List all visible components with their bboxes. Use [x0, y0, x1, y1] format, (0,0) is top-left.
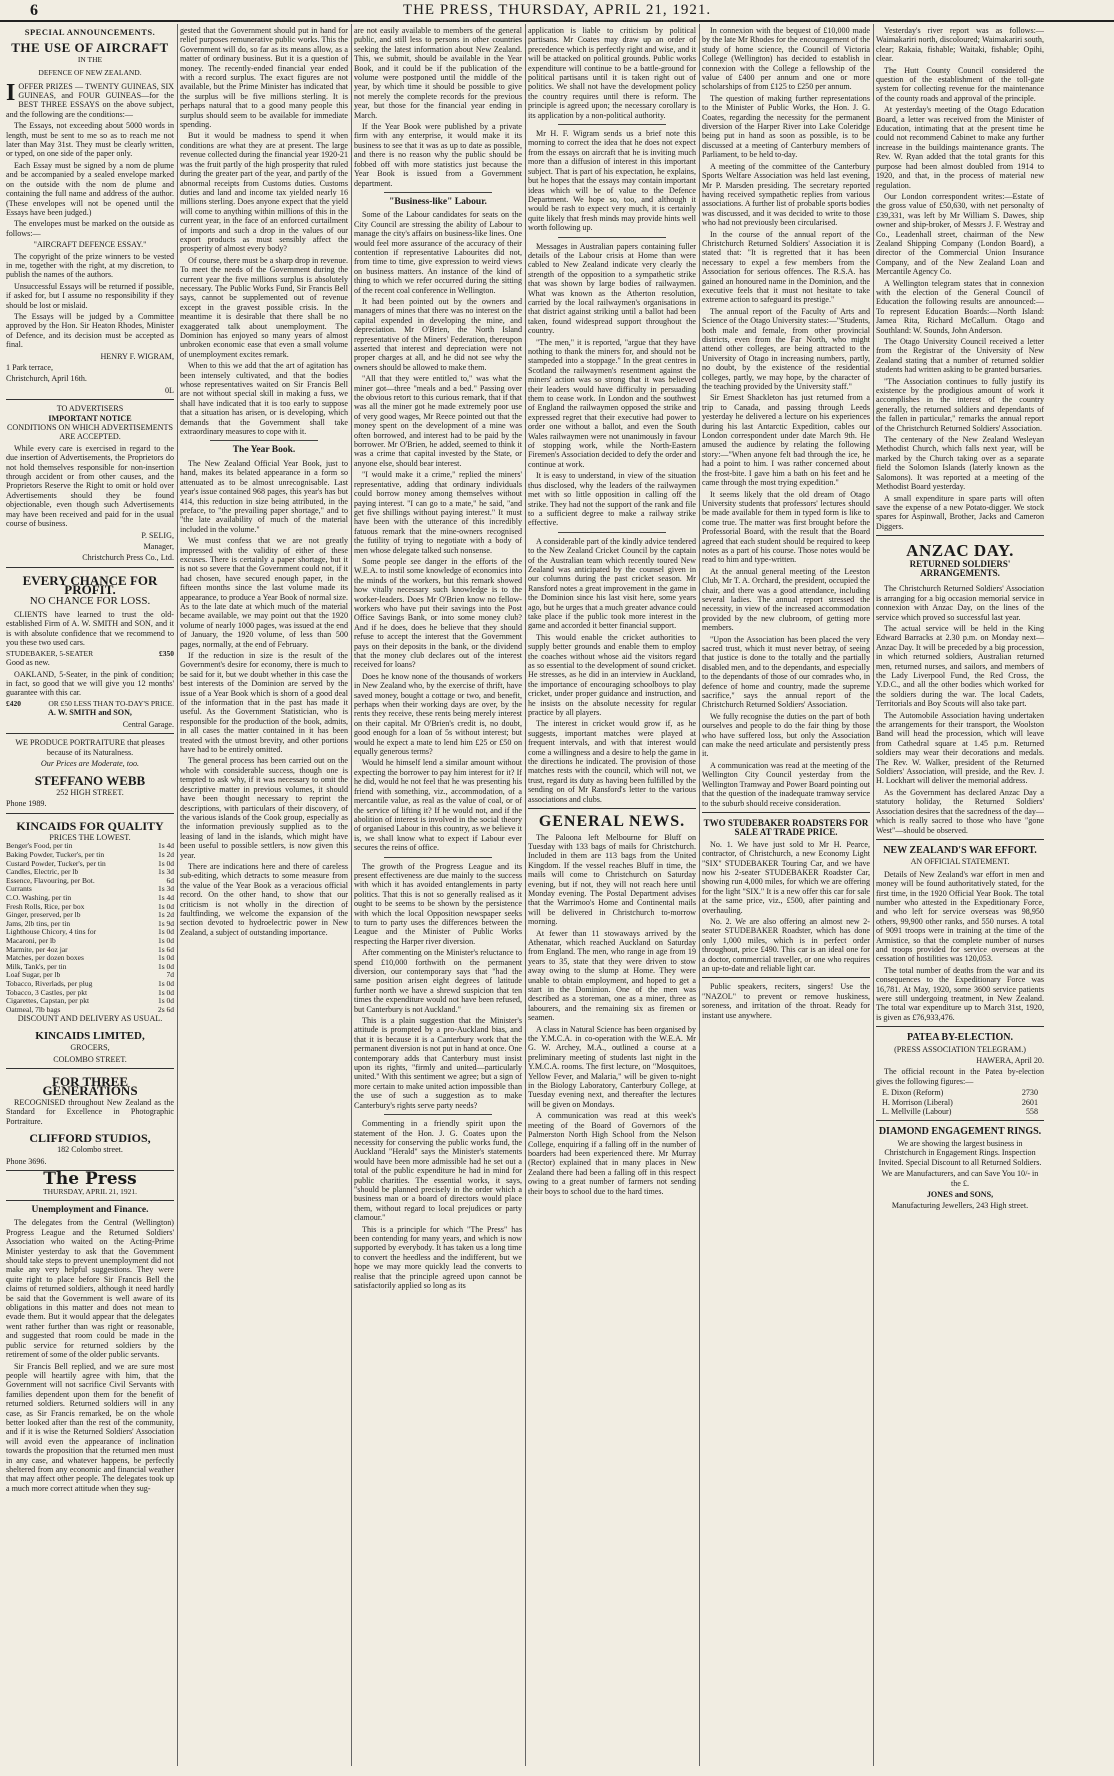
article-paragraph: The growth of the Progress League and its present effectiveness are due mainly to the success with which it has avoided entanglements in party politics. That this is not so generally realised as it ought to be seems to be shown by the persistence with which the local Opposition newspaper seeks to turn to party uses the differences between the League and the Minister of Public Works respecting the Harper river diversion.: [354, 861, 522, 946]
news-item: A meeting of the committee of the Canterbury Sports Welfare Association was held last evening, Mr P. Marsden presiding. The secretary reported having received sympathetic replies from various associations. A further list of probable sports bodies was discussed, and it was decided to write to those who had not previously been circularised.: [702, 161, 870, 228]
article-paragraph: "All that they were entitled to," was what the miner got—three "meals and a bed." Passing over the obvious retort to this curious remark, that if that was all the miner got he made extremely poor use of very good wages, Mr Reece pointed out that the money spent on the development of a mine was often borrowed, and interest had to be paid by the borrower. Mr O'Brien, he added, seemed to think it was a crime that capital invested by the State, or anyone else, should bear interest.: [354, 374, 522, 468]
price-item-name: C.O. Washing, per tin: [6, 893, 72, 902]
article-paragraph: It had been pointed out by the owners and managers of mines that there was no interest on the capital expended in developing the mine, and depreciation. Mr O'Brien, the North Island representative of the Miners' Federation, thereupon asserted that interest and depreciation were not proper charges at all, and he did not see why the owners should be allowed to make them.: [354, 296, 522, 372]
nazol-ad-text: Public speakers, reciters, singers! Use the "NAZOL" to prevent or remove huskiness, soreness, and irritation of the throat. Ready for instant use anywhere.: [702, 982, 870, 1020]
advertisers-signature: P. SELIG,: [141, 530, 174, 540]
aircraft-title: THE USE OF AIRCRAFT: [11, 40, 169, 56]
price-item-name: Oatmeal, 7lb bags: [6, 1004, 61, 1014]
news-item: The question of making further representations to the Minister of Public Works, the Hon. J. G. Coates, regarding the necessity for the permanent diversion of the Harper River into Lake Coleridge being put in hand as soon as possible, is to be discussed at a meeting of Canterbury members of Parliament, to be held to-day.: [702, 93, 870, 160]
patea-dateline: HAWERA, April 20.: [976, 1056, 1044, 1066]
article-paragraph: Messages in Australian papers containing fuller details of the Labour crisis at Home than were cabled to New Zealand indicate very clearly the strength of the opposition to a sympathetic strike that was shown by large bodies of railwaymen. What was known as the Atherton resolution, carried by the local railwaymen's organisations in that district against striking until a ballot had been taken, found widespread support throughout the country.: [528, 241, 696, 336]
article-paragraph: application is liable to criticism by political partisans. Mr Coates may draw up an order of precedence which is perfectly right and wise, and it will be attacked on political grounds. Public works expenditure will continue to be a battle-ground for political partisans until it is taken right out of politics. We shall not have the development policy the country requires until there is reform. The principle is agreed upon; the necessary corollary is its application by a non-political authority.: [528, 26, 696, 120]
article-paragraph: The actual service will be held in the King Edward Barracks at 2.30 p.m. on Monday next—Anzac Day. It will be preceded by a big procession, in which returned soldiers, Australian returned men, returned nurses, and sailors, and members of the Lady Liverpool Fund, the Red Cross, the Y.D.C., and all the other bodies which worked for the soldiers during the war. The local Cadets, Territorials and Boy Scouts will also take part.: [876, 623, 1044, 709]
price-item-price: 1s 9d: [157, 918, 174, 928]
candidate-name: L. Mellville (Labour): [882, 1107, 952, 1117]
poll-result-row: [876, 1098, 1044, 1107]
divider: [876, 1120, 1044, 1121]
news-item: Our London correspondent writes:—Estate of the gross value of £50,630, with net personalty of £39,331, was left by Mr William S. Dawes, ship owner and ship-broker, of Messrs J. F. Westray and Co., Leadenhall street, chairman of the New Zealand Shipping Company (London Board), a director of the Commercial Union Insurance Company, and of the New Zealand Loan and Mercantile Agency Co.: [876, 191, 1044, 277]
article-paragraph: The Automobile Association having undertaken the arrangements for their transport, the Woolston Band will head the procession, which will leave from Cathedral square at 1.45 p.m. Returned soldiers may wear their decorations and medals. The Rev. W. Walker, president of the Returned Soldiers' Association, will preside, and the Rev. J. H. Lockhart will deliver the memorial address.: [876, 710, 1044, 786]
chance-ad-text: CLIENTS have learned to trust the old-established Firm of A. W. SMITH and SON, and it is with absolute confidence that we recommend to you these two used cars.: [6, 609, 174, 648]
patea-telegram-label: (PRESS ASSOCIATION TELEGRAM.): [894, 1044, 1026, 1054]
divider: [384, 192, 492, 193]
car-note: Good as new.: [6, 658, 50, 668]
article-paragraph: After commenting on the Minister's reluctance to spend £10,000 forthwith on the permanent diversion, our contemporary says that "had the same position arisen eight degrees of latitude further north we have a shrewd suspicion that ten times the expenditure would not have been refused, but Canterbury is not Auckland.": [354, 948, 522, 1014]
price-item-name: Jams, 2lb tins, per tin: [6, 918, 71, 928]
war-effort-heading: NEW ZEALAND'S WAR EFFORT.: [883, 844, 1037, 856]
price-item-name: Currants: [6, 884, 32, 894]
article-heading: "Business-like" Labour.: [389, 196, 487, 207]
aircraft-conditions: The Essays, not exceeding about 5000 words in length, must be sent to me so as to reach me not later than May 31st. They must be clearly written, or typed, on one side of the paper only.: [6, 121, 174, 159]
studebaker-ad-heading: TWO STUDEBAKER ROADSTERS FOR SALE AT TRADE PRICE.: [703, 817, 869, 838]
price-item-name: Milk, Tank's, per tin: [6, 961, 67, 971]
price-item-name: Custard Powder, Tucker's, per tin: [6, 858, 106, 868]
diamond-text: We are Manufacturers, and can Save You 10/- in the £.: [881, 1169, 1039, 1188]
divider: [6, 1068, 174, 1069]
price-item-price: 1s 4d: [157, 893, 174, 902]
news-item: In the course of the annual report of the Christchurch Returned Soldiers' Association it is stated that: "It is regretted that it has been necessary to expel a few members from the Association for serious offences. The R.S.A. has gained an honoured name in the Dominion, and the executive feels that it must not hesitate to take extreme action to safeguard its prestige.": [702, 229, 870, 305]
diamond-text: We are showing the largest business in Christchurch in Engagement Rings. Inspection Invited. Special Discount to all Returned Soldiers.: [878, 1138, 1042, 1167]
article-paragraph: The total number of deaths from the war and its consequences to the Expeditionary Force was 16,781. At May, 1920, some 3600 service patients were still undergoing treatment, in New Zealand. The total war expenditure up to March 31st, 1920, is given as £76,933,476.: [876, 965, 1044, 1022]
divider: [6, 733, 174, 734]
divider: [558, 124, 666, 125]
price-item-name: Cigarettes, Capstan, per pkt: [6, 996, 90, 1006]
news-item: The Otago University Council received a letter from the Registrar of the University of New Zealand stating that a number of returned soldier students had written asking to be granted bursaries.: [876, 337, 1044, 375]
studebaker-ad-text: No. 1. We have just sold to Mr H. Pearce, contractor, of Christchurch, a new Economy Light "SIX" STUDEBAKER Touring Car, and we have now his 2-seater STUDEBAKER Roadster Car, showing run 4,000 miles, for which we are offering for the light "SIX." It is a new offer this car for sale at the same price, viz., £500, after painting and overhauling.: [702, 839, 870, 915]
article-paragraph: The general process has been carried out on the whole with considerable success, though one is tempted to ask why, if it was necessary to omit the descriptive matter in previous volumes, it should have been thought necessary to reprint the descriptions, with particulars of their discovery, of the various islands of the Cook group, especially as the information previously supplied as to the leasing of land in the islands, which might have been useful to possible settlers, is now given this year.: [180, 756, 348, 860]
aircraft-address: 1 Park terrace,: [6, 363, 53, 372]
price-item-price: 1s 0d: [157, 927, 174, 937]
divider: [876, 535, 1044, 536]
column-4: [528, 26, 696, 1766]
divider: [384, 857, 492, 858]
article-heading: Unemployment and Finance.: [31, 1205, 149, 1215]
column-5: [702, 26, 870, 1766]
news-item: Yesterday's river report was as follows:—Waimakariri north, discoloured; Waimakariri south, clear; Rakaia, fishable; Waitaki, fishable; Opihi, clear.: [876, 26, 1044, 64]
aircraft-date: Christchurch, April 16th.: [6, 374, 87, 384]
masthead-title: THE PRESS, THURSDAY, APRIL 21, 1921.: [402, 2, 712, 18]
column-rule: [351, 24, 352, 1766]
dropcap: I: [6, 79, 16, 106]
price-item-name: Tobacco, 3 Castles, per pkt: [6, 987, 88, 997]
article-paragraph: The New Zealand Official Year Book, just to hand, makes its belated appearance in a form so attenuated as to be almost unrecognisable. Last year's issue contained 968 pages, this year's has but 414, this reduction in size being attributed, in the preface, to "the prevailing paper shortage," and to "the late availability of much of the material included in the volume.": [180, 458, 348, 534]
article-paragraph: Some of the Labour candidates for seats on the City Council are stressing the ability of Labour to manage the city's affairs on business-like lines. One would feel more assurance of the accuracy of their contention if representative Labourites did not, from time to time, give expression to weird views on business matters. An instance of the kind of thing to which we refer occurred during the sitting of the recent coal conference in Wellington.: [354, 210, 522, 295]
firm-location: Central Garage.: [122, 719, 174, 729]
aircraft-conditions: Each Essay must be signed by a nom de plume and be accompanied by a sealed envelope marked on the outside with the nom de plume and containing the full name and address of the author. (These envelopes will not be opened until the Essays have been judged.): [6, 160, 174, 217]
article-paragraph: Details of New Zealand's war effort in men and money will be found authoritatively stated, for the first time, in the 1920 Official Year Book. The total number who attested in the Expeditionary Force, and who left for service overseas was 98,950 others, 99,900 other ranks, and 550 nurses. A total of 9091 troops were in training at the time of the Armistice, so that the complete number of nurses and troops provided for service overseas at the cessation of hostilities was 120,053.: [876, 869, 1044, 964]
price-item-price: 1s 6d: [157, 944, 174, 954]
masthead: [0, 0, 1114, 22]
kincaids-discount: DISCOUNT AND DELIVERY AS USUAL.: [17, 1014, 163, 1024]
news-item: We fully recognise the duties on the part of both ourselves and people to do the fair thing by those who have suffered loss, but only the Association can make the need articulate and persistently press it.: [702, 711, 870, 759]
aircraft-subtitle-2: DEFENCE OF NEW ZEALAND.: [38, 68, 142, 78]
firm-name: A. W. SMITH and SON,: [48, 708, 132, 718]
price-item-name: Matches, per dozen boxes: [6, 953, 84, 963]
news-item: At yesterday's meeting of the Otago Education Board, a letter was received from the Minister of Education, intimating that at the present time he could not recommend Cabinet to make any further increase in the buildings maintenance grants. The Rev. W. Ryan added that the total grants for this purpose had been almost doubled from 1914 to 1920, and that, in the process of material new regulation.: [876, 105, 1044, 190]
article-paragraph: A considerable part of the kindly advice tendered to the New Zealand Cricket Council by the captain of the Australian team which recently toured New Zealand was anticipated by the counsel given in our columns during the past cricket season. Mr Ransford notes a great improvement in the game in the Dominion since his last visit here, some years ago, but he urges that a much greater advance could take place if the public took more interest in the game and accorded it better financial support.: [528, 536, 696, 631]
article-paragraph: The delegates from the Central (Wellington) Progress League and the Returned Soldiers' Association who waited on the Acting-Prime Minister yesterday to ask that the Government should take steps to prevent unemployment did not make any very helpful suggestions. They were quite right to place before Sir Francis Bell the claims of returned soldiers, although it need hardly be said that the Government is well aware of its obligations in this matter and does not mean to evade them. But it would appear that the delegates went rather further than was right or reasonable, and suggested that room could be made in the public service for returned soldiers by the retirement of some of the older public servants.: [6, 1218, 174, 1360]
newspaper-banner: The Press: [43, 1169, 137, 1190]
candidate-name: H. Morrison (Liberal): [882, 1097, 953, 1107]
studebaker-ad-text: No. 2. We are also offering an almost new 2-seater STUDEBAKER Roadster, which has done only 1,000 miles, which is in perfect order throughout, price £490. This car is an ideal one for a doctor, commercial traveller, or one who requires an up-to-date and reliable light car.: [702, 916, 870, 973]
chance-ad-subheading: NO CHANCE FOR LOSS.: [29, 594, 151, 607]
price-item-name: Benger's Food, per tin: [6, 841, 73, 851]
special-announcements-heading: SPECIAL ANNOUNCEMENTS.: [24, 27, 156, 37]
article-paragraph: Mr H. F. Wigram sends us a brief note this morning to correct the idea that he does not expect from the essays on aircraft that he is inviting much more than a diffusion of interest in this important subject. That is part of his expectation, he explains, but he hopes that the essays may contain important ideas which will be of value to the Defence Department. We hope so, too, and although it would be rash to expect very much, it is certainly quite likely that fresh minds may provide hints well worth following up.: [528, 129, 696, 233]
chance-ad-heading: EVERY CHANCE FOR PROFIT.: [22, 572, 158, 598]
candidate-votes: 2601: [1021, 1097, 1038, 1107]
column-1: [6, 26, 174, 1766]
advertisers-signature: Christchurch Press Co., Ltd.: [82, 553, 174, 563]
price-item-name: Ginger, preserved, per lb: [6, 910, 81, 920]
article-paragraph: The interest in cricket would grow if, as he suggests, important matches were played at frequent intervals, and with that interest would come a willingness and a desire to help the game in the directions he indicated. The provision of those matches rests with the council, which will not, we trust, regard its duty as having been fulfilled by the sending on of Mr Ransford's letter to the various associations and clubs.: [528, 719, 696, 804]
candidate-votes: 2730: [1021, 1088, 1038, 1098]
article-paragraph: Some people see danger in the efforts of the W.E.A. to instil some knowledge of economics into the minds of the workers, but this remark showed how vitally necessary such knowledge is to the worker-leaders. Does Mr O'Brien know no fellow-workers who have put their savings into the Post Office Savings Bank, or into some money club? And if he does, does he believe that they should refuse to accept the interest that the Government pays on their deposits in the bank, or the dividend that the money club declares out of the interest received for loans?: [354, 556, 522, 670]
divider: [702, 977, 870, 978]
price-item-price: 1s 2d: [157, 850, 174, 860]
article-paragraph: There are indications here and there of careless sub-editing, which detracts to some measure from the value of the Year Book as a veracious official record. On the other hand, to show that our criticism is not wholly in the direction of faultfinding, we welcome the expansion of the section devoted to hydroelectric power in New Zealand, a subject of outstanding importance.: [180, 861, 348, 937]
car-listing: STUDEBAKER, 5-SEATER £350: [6, 648, 174, 658]
portrait-ad-text: WE PRODUCE PORTRAITURE that pleases because of its Naturalness.: [15, 738, 165, 757]
aircraft-intro: IOFFER PRIZES — TWENTY GUINEAS, SIX GUINEAS, and FOUR GUINEAS—for the BEST THREE ESSAYS on the above subject, and the following are the conditions:—: [6, 79, 174, 119]
news-item: The Paloona left Melbourne for Bluff on Tuesday with 133 bags of mails for Christchurch. Included in them are 113 bags from the United Kingdom. If the vessel reaches Bluff in time, the mails will come to Christchurch on Saturday evening, but if not, they will not reach here until Monday evening. The Postal Department advises that the Warrimoo's Home and Continental mails will be delivered in Christchurch to-morrow morning.: [528, 832, 696, 927]
generations-text: RECOGNISED throughout New Zealand as the Standard for Excellence in Photographic Portraiture.: [6, 1097, 174, 1126]
price-item-price: 1s 0d: [157, 953, 174, 963]
price-item-name: Lighthouse Chicory, 4 tins for: [6, 927, 97, 937]
price-item-price: 1s 0d: [157, 961, 174, 971]
patea-heading: PATEA BY-ELECTION.: [907, 1032, 1013, 1044]
generations-heading: FOR THREE GENERATIONS: [42, 1073, 138, 1099]
candidate-votes: 558: [1025, 1107, 1038, 1117]
clifford-phone: Phone 3696.: [6, 1156, 47, 1166]
price-item-name: Candles, Electric, per lb: [6, 867, 79, 877]
article-paragraph: If the reduction in size is the result of the Government's desire for economy, there is much to be said for it, but we doubt whether in this case the best interests of the Dominion are served by the issue of a Year Book which is shorn of a good deal of the information that in the past has made it useful. As the Government Statistician, who is responsible for the production of the book, admits, in all cases the matter contained in it has been treated with the utmost brevity, and other portions have had to be entirely omitted.: [180, 651, 348, 755]
aircraft-conditions: The Essays will be judged by a Committee approved by the Hon. Sir Heaton Rhodes, Minister of Defence, and its decision must be accepted as final.: [6, 311, 174, 350]
aircraft-conditions: The copyright of the prize winners to be vested in me, together with the right, at my discretion, to publish the names of the authors.: [6, 251, 174, 280]
divider: [6, 813, 174, 814]
price-item-name: Essence, Flavouring, per Bot.: [6, 875, 95, 885]
divider: [6, 399, 174, 400]
price-item-price: 1s 0d: [157, 858, 174, 868]
article-paragraph: When to this we add that the art of agitation has been intensely cultivated, and that the bodies whose representatives waited on Sir Francis Bell are not without special skill in making a fuss, we shall have indicated that it is too early to suppose that a situation has arisen, or is developing, which demands that the Government shall take extraordinary measures to cope with it.: [180, 361, 348, 437]
clifford-heading: CLIFFORD STUDIOS,: [29, 1130, 151, 1145]
kincaids-subheading: PRICES THE LOWEST.: [49, 833, 131, 843]
article-paragraph: If the Year Book were published by a private firm with any enterprise, it would make it its business to see that it was as up to date as possible, and there is no reason why the public should be fobbed off with more statistics just because the Year Book is issued from a Government department.: [354, 122, 522, 188]
kincaids-footer: GROCERS,: [70, 1043, 110, 1053]
kincaids-heading: KINCAIDS FOR QUALITY: [16, 818, 164, 833]
war-effort-subheading: AN OFFICIAL STATEMENT.: [910, 857, 1010, 867]
article-paragraph: The Christchurch Returned Soldiers' Association is arranging for a big occasion memorial service in connexion with Anzac Day, on the lines of the service which proved so successful last year.: [876, 584, 1044, 622]
divider: [384, 1114, 492, 1115]
price-item-price: 1s 0d: [157, 935, 174, 945]
news-item: A communication was read at the meeting of the Wellington City Council yesterday from the Wellington Tramway and Power Board pointing out that the question of the inadequate tramway service to the suburb should receive consideration.: [702, 760, 870, 808]
price-item-name: Tobacco, Riverlads, per plug: [6, 978, 93, 988]
diamond-firm-address: Manufacturing Jewellers, 243 High street.: [891, 1201, 1029, 1211]
news-item: A Wellington telegram states that in connexion with the election of the General Council of Education the following results are announced:—To represent Education Boards:—North Island: Jamea Rita, Richard McCallum. Otago and Southland: W. Sounds, John Anderson.: [876, 278, 1044, 335]
aircraft-envelope-marking: "AIRCRAFT DEFENCE ESSAY.": [33, 240, 147, 250]
price-list-item: [6, 1006, 174, 1015]
news-item: "The Association continues to fully justify its existence by the prodigious amount of work it accomplishes in the interest of the country generally, the returned soldiers and dependants of the fallen in particular," remarks the annual report of the Christchurch Returned Soldiers' Association.: [876, 376, 1044, 433]
divider: [6, 567, 174, 568]
divider: [876, 839, 1044, 840]
portrait-ad-prices: Our Prices are Moderate, too.: [40, 759, 140, 768]
car-price: £420 OR £50 LESS THAN TO-DAY'S PRICE.: [6, 698, 174, 708]
price-item-name: Macaroni, per lb: [6, 935, 56, 945]
price-item-price: 1s 0d: [157, 996, 174, 1006]
price-item-price: 1s 4d: [157, 841, 174, 851]
price-item-price: 7d: [166, 970, 174, 980]
news-item: It seems likely that the old dream of Otago University students that professors' lectures should be made available for them in typed form is like to come true. The matter was first brought before the Professorial Board, with the result that the Board agreed that each student should be required to keep notes as a part of his course. Those notes would be read to him and type-written.: [702, 489, 870, 565]
steffano-address: 252 HIGH STREET.: [56, 787, 124, 797]
page-number: 6: [30, 2, 38, 19]
divider: [558, 237, 666, 238]
advertisers-text: While every care is exercised in regard to the due insertion of Advertisements, the Proprietors do not hold themselves responsible for non-insertion through accident or from other causes, and the Proprietors Reserve the Right to omit or hold over Advertisements should they be found objectionable, even though such Advertisements may have been received and paid for in the usual course of business.: [6, 443, 174, 529]
article-paragraph: But it would be madness to spend it when conditions are what they are at present. The large revenue collected during the financial year 1920-21 was the fruit partly of the high prosperity that ruled during the greater part of the year, and partly of the abnormal receipts from Customs duties. Customs duties and land and income tax yielded nearly 16 millions sterling. Does anyone expect that the yield will come to anything within millions of this in the current year, in the face of an enforced curtailment of imports and such a drop in the values of our export products as must sensibly affect the prosperity of almost every body?: [180, 131, 348, 254]
price-item-price: 1s 0d: [157, 901, 174, 911]
divider: [558, 532, 666, 533]
poll-result-row: [876, 1107, 1044, 1116]
anzac-day-heading: ANZAC DAY.: [906, 541, 1014, 561]
news-item: A class in Natural Science has been organised by the Y.M.C.A. in co-operation with the W.E.A. Mr G. W. Archey, M.A., outlined a course at a preliminary meeting of students last night in the Y.M.C.A. rooms. The first lecture, on "Mosquitoes, Yellow Fever, and Malaria," will be given to-night in the Biology Laboratory, Canterbury College, at Tuesday evening next, and thereafter the lectures will be given on Mondays.: [528, 1024, 696, 1109]
aircraft-subtitle: IN THE: [77, 54, 103, 64]
news-item: A communication was read at this week's meeting of the Board of Governors of the Palmerston North High School from the Nelson College, enquiring if a falling off in the number of boarders had been experienced there. Mr Murray (Rector) explained that in many places in New Zealand there had been a falling off in this respect owing to a great number of farmers not sending their boys to school due to the hard times.: [528, 1111, 696, 1196]
price-item-name: Fresh Rolls, Rice, per box: [6, 901, 85, 911]
column-6: [876, 26, 1044, 1766]
advertisers-notice: IMPORTANT NOTICE: [48, 413, 132, 423]
price-item-name: Marmite, per 4oz jar: [6, 944, 68, 954]
column-2: [180, 26, 348, 1766]
article-paragraph: This would enable the cricket authorities to supply better grounds and enable them to employ the coaches without whose aid the visitors regard as so essential to the development of sound cricket. He stresses, as he did in an interview in Auckland, the importance of encouraging schoolboys to play cricket, under proper guidance and instruction, and he insists on the absolute necessity for regular practice by all players.: [528, 632, 696, 718]
article-paragraph: are not easily available to members of the general public, and still less to persons in other countries seeking the latest information about New Zealand. This, we submit, should be available in the Year Book, and it could be if the publication of the volume were postponed until the middle of the year, by which time it should be possible to give not merely the complete records for the previous year, but those for the financial year ending in March.: [354, 26, 522, 120]
diamond-heading: DIAMOND ENGAGEMENT RINGS.: [878, 1126, 1042, 1138]
article-heading: The Year Book.: [232, 445, 296, 456]
news-item: At the annual general meeting of the Leeston Club, Mr T. A. Orchard, the president, occupied the chair, and there was a good attendance, including several ladies. The annual report stressed the necessity, in view of the increased accommodation provided by the new clubroom, of getting more members.: [702, 566, 870, 633]
column-rule: [525, 24, 526, 1766]
news-item: The annual report of the Faculty of Arts and Science of the Otago University states:—"Students, both male and female, from other provincial districts, even from the Far North, who might attend other colleges, are being attracted to the University of Otago in increasing numbers, partly, no doubt, by the existence of the residential colleges, partly, we may hope, by the character of the teaching provided by the University staff.": [702, 306, 870, 392]
steffano-heading: STEFFANO WEBB: [34, 773, 146, 789]
news-item: A small expenditure in spare parts will often save the expense of a new Potato-digger. We stock spares for Aspinwall, Brother, Jacks and Cameron Diggers.: [876, 493, 1044, 531]
news-item: At fewer than 11 stowaways arrived by the Athenatar, which reached Auckland on Saturday from England. The men, who range in age from 19 years to 35, state that they were driven to stow away owing to the slump at Home. They were unable to obtain employment, and hoped to get a start in the Dominion. One of the men was described as a storeman, one as a miner, three as labourers, and the remaining six as firemen or seamen.: [528, 928, 696, 1023]
advertisers-signature: Manager,: [143, 541, 174, 551]
divider: [6, 1200, 174, 1201]
news-item: Sir Ernest Shackleton has just returned from a trip to Canada, and passing through Leeds yesterday he delivered a lecture on his experiences during his last Antarctic Expedition, cables our London correspondent under date March 9th. He amused the audience by relating the following story:—"When anyone felt bad through the ice, he had a point to him. I was rather concerned about the frost-bite. I gave him a bath on his feet and he came through the most trying expedition.": [702, 393, 870, 488]
article-paragraph: Does he know none of the thousands of workers in New Zealand who, by the exercise of thrift, have saved money, bought a cottage or two, and benefit, perhaps when their working days are over, by the rents they receive, these rents being merely interest on their capital. Mr O'Brien's credit is, no doubt, good enough for a loan of 5s without interest; but would he expect a mate to lend him £25 or £50 on equally generous terms?: [354, 671, 522, 757]
aircraft-conditions: The envelopes must be marked on the outside as follows:—: [6, 219, 174, 238]
steffano-phone: Phone 1989.: [6, 799, 47, 809]
price-item-price: 1s 2d: [157, 910, 174, 920]
poll-results: [876, 1088, 1044, 1116]
news-item: "Upon the Association has been placed the very sacred trust, which it must never betray, of seeing that justice is done to the totally and the partially disabled men, and to the dependants, and especially to the dependants of those of our comrades who, in defence of home and country, made the supreme sacrifice," says the annual report of the Christchurch Returned Soldiers' Association.: [702, 634, 870, 710]
news-item: In connexion with the bequest of £10,000 made by the late Mr Rhodes for the encouragement of the study of home science, the Council of Victoria College (Wellington) has decided to establish in connexion with the College a fellowship of the value of £400 per annum and one or more scholarships of from £125 to £250 per annum.: [702, 26, 870, 92]
patea-text: The official recount in the Patea by-election gives the following figures:—: [876, 1067, 1044, 1086]
kincaids-footer: COLOMBO STREET.: [53, 1054, 127, 1064]
advertisers-heading: TO ADVERTISERS: [56, 404, 124, 414]
price-item-price: 6d: [166, 875, 174, 885]
article-paragraph: Sir Francis Bell replied, and we are sure most people will heartily agree with him, that the Government will not sacrifice Civil Servants with families dependent upon them for the benefit of returned soldiers. Returned soldiers will in any case, as Sir Francis remarked, be on the whole better looked after than the rest of the community, and if it is wise the Returned Soldiers' Association will avoid even the appearance of inclination towards the proposition that the returned men must in any case, and whatever happens, be perfectly sheltered from any economic and financial weather that may affect other people. The delegates took up a much more correct attitude when they sug-: [6, 1361, 174, 1493]
article-paragraph: This is a plain suggestion that the Minister's attitude is prompted by a pro-Auckland bias, and that it is because it is a Canterbury work that the permanent diversion is not put in hand at once. One contemporary adds that Canterbury must insist upon its rights, "firmly and united—particularly united." With this sentiment we agree; but a sign of more certain to make united action impossible than the use of such a suggestion as to make Canterbury's rights serve party needs?: [354, 1016, 522, 1110]
price-item-price: 1s 0d: [157, 978, 174, 988]
aircraft-signature: HENRY F. WIGRAM,: [100, 351, 174, 361]
price-item-price: 1s 0d: [157, 987, 174, 997]
general-news-heading: GENERAL NEWS.: [538, 813, 686, 831]
price-item-name: Baking Powder, Tucker's, per tin: [6, 850, 105, 860]
column-3: [354, 26, 522, 1766]
clifford-address: 182 Colombo street.: [57, 1145, 123, 1155]
price-item-price: 2s 6d: [157, 1004, 174, 1014]
aircraft-conditions: Unsuccessful Essays will be returned if possible, if asked for, but I assume no responsibility if they should be lost or mislaid.: [6, 281, 174, 310]
divider: [210, 440, 318, 441]
column-rule: [177, 24, 178, 1766]
divider: [876, 1026, 1044, 1027]
car-listing: OAKLAND, 5-Seater, in the pink of condition; in fact, so good that we will give you 12 months' guarantee with this car.: [6, 669, 174, 698]
article-paragraph: gested that the Government should put in hand for relief purposes remunerative public works. This the Government will do, so far as its means allow, as a matter of ordinary business. But it is a question of money. The recently-ended financial year ended with a record surplus. The exact figures are not available, but the Prime Minister has indicated that the surplus will be five millions sterling. It is perhaps natural that to a good many people this surplus should seem to be available for immediate spending.: [180, 26, 348, 130]
article-paragraph: "The men," it is reported, "argue that they have nothing to thank the miners for, and should not be stampeded into a stoppage." In the great centres in Scotland the railwaymen's resentment against the miners' action was so strong that it was believed their leaders would have difficulty in persuading them to cease work. In London and the southwest of England the railwaymen opposed the strike and expressed regret that their executive had power to order one without a ballot, and even the South Wales railwaymen were not unanimously in favour of stopping work, while the North-Eastern Firemen's Association decided to defy the order and continue at work.: [528, 337, 696, 469]
column-rule: [873, 24, 874, 1766]
anzac-day-subheading: RETURNED SOLDIERS' ARRANGEMENTS.: [909, 558, 1011, 578]
article-paragraph: This is a principle for which "The Press" has been contending for many years, and which is now supported by everybody. It has taken us a long time to convert the heedless and the indifferent, but we hope we may more quickly lead the converts to realise that the principle agreed upon cannot be satisfactorily applied so long as its: [354, 1224, 522, 1290]
price-item-price: 1s 3d: [157, 867, 174, 877]
price-list: [6, 842, 174, 1014]
poll-result-row: [876, 1088, 1044, 1097]
advertisers-conditions-heading: CONDITIONS ON WHICH ADVERTISEMENTS ARE ACCEPTED.: [7, 423, 173, 442]
column-rule: [699, 24, 700, 1766]
article-paragraph: Would he himself lend a similar amount without expecting the borrower to pay him interest for it? If he did, would he not feel that he was presenting his friend with something, viz., accommodation, of a mercantile value, as real as the value of coal, or of the service of lifting it? If he would not, and if the abolition of interest is involved in the social theory of organised Labour in this country, as we believe it is, we shall know what to expect if Labour ever secures the reins of office.: [354, 758, 522, 853]
price-item-price: 1s 3d: [157, 884, 174, 894]
article-paragraph: Commenting in a friendly spirit upon the statement of the Hon. J. G. Coates upon the necessity for conserving the public works fund, the Auckland "Herald" says the Minister's statements would have been more admissible had he set out a total of the public expenditure he had in mind for public charities. The essential works, it says, "should be planned precisely in the order which a business man or a board of directors would place them, without regard to local prejudices or party clamour.": [354, 1119, 522, 1223]
news-item: The centenary of the New Zealand Wesleyan Methodist Church, which falls next year, will be marked by the Church taking over as a separate field the Solomon Islands (laterly known as the Salomons). It was reported at a meeting of the Methodist Board yesterday.: [876, 435, 1044, 492]
candidate-name: E. Dixon (Reform): [882, 1088, 944, 1098]
diamond-firm: JONES and SONS,: [926, 1189, 994, 1199]
divider: [702, 812, 870, 813]
article-paragraph: As the Government has declared Anzac Day a statutory holiday, the Returned Soldiers' Association desires that the sacredness of the day—which is really sacred to those who have "gone West"—should be observed.: [876, 787, 1044, 835]
kincaids-footer: KINCAIDS LIMITED,: [35, 1029, 145, 1042]
article-paragraph: We must confess that we are not greatly impressed with the validity of either of these excuses. There is certainly a paper shortage, but it is not so severe that the Government could not, if it had chosen, have secured enough paper, in the fifteen months since the last volume made its appearance, to produce a Year Book of normal size. As to the late date at which much of the material became available, we may point out that the 1920 volume of nearly 1000 pages, was issued at the end of January, the 1920 volume, of less than 500 pages, normally, at the end of February.: [180, 536, 348, 649]
article-paragraph: It is easy to understand, in view of the situation thus disclosed, why the leaders of the railwaymen met with so little opposition in calling off the strike. They had not the support of the rank and file to a sufficient degree to make a railway strike effective.: [528, 471, 696, 528]
article-paragraph: "I would make it a crime," replied the miners' representative, adding that ordinary individuals could borrow money among themselves without paying interest. "I can go to a mate," he said, "and get five shillings without paying interest." It must have been with the utterance of this incredibly fatuous remark that the mine-owners recognised the futility of trying to negotiate with a body of men whose delegate talked such nonsense.: [354, 470, 522, 555]
banner-date: THURSDAY, APRIL 21, 1921.: [43, 1186, 137, 1196]
article-paragraph: Of course, there must be a sharp drop in revenue. To meet the needs of the Government during the current year the five millions surplus is absolutely necessary. The Public Works Fund, Sir Francis Bell says, cannot be supplemented out of revenue except in the gravest possible crisis. In the meantime it is desirable that there shall be no exaggerated talk about unemployment. The Dominion has enjoyed so many years of almost unbroken economic ease that even a small volume of unemployment excites remark.: [180, 255, 348, 359]
news-item: The Hutt County Council considered the question of the establishment of the toll-gate system for collecting revenue for the maintenance of the county roads and approval of the principle.: [876, 65, 1044, 103]
ad-code: 0L: [165, 385, 174, 395]
price-item-name: Loaf Sugar, per lb: [6, 970, 61, 980]
divider: [528, 808, 696, 809]
